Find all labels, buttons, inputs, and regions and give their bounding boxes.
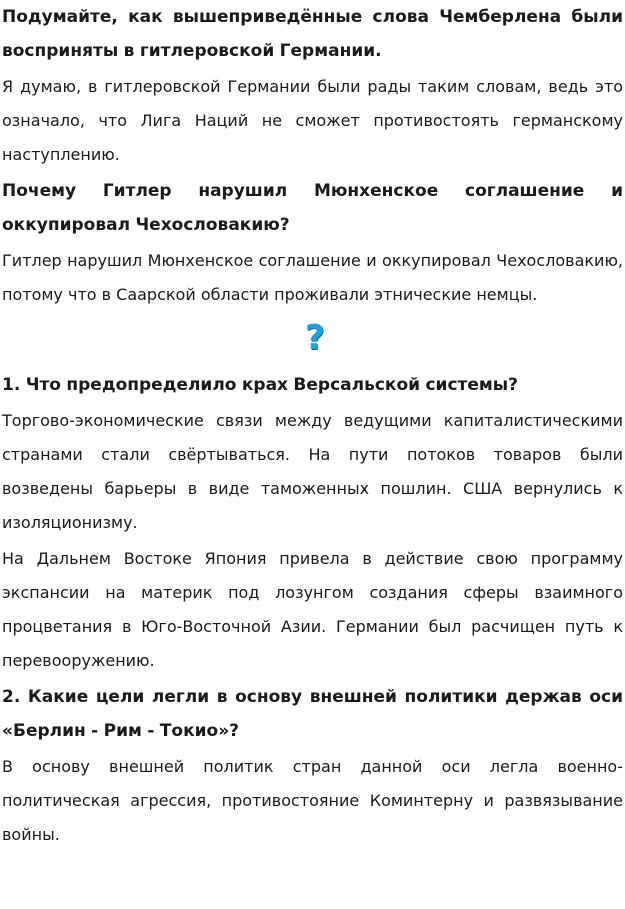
answer-versailles-p1: Торгово-экономические связи между ведущими капиталистическими странами стали свёртываться. На пути потоков товаров были возведены барьеры в виде таможенных пошлин. США вернулись к изоляционизму.	[2, 411, 623, 532]
answer-versailles-p2: На Дальнем Востоке Япония привела в действие свою программу экспансии на материк под лозунгом создания сферы взаимного процветания в Юго-Восточной Азии. Германии был расчищен путь к перевооружению.	[2, 549, 623, 670]
question-mark-icon: ?	[305, 318, 325, 358]
question-munich: Почему Гитлер нарушил Мюнхенское соглашение и оккупировал Чехословакию?	[2, 181, 623, 235]
answer-chamberlain: Я думаю, в гитлеровской Германии были рады таким словам, ведь это означало, что Лига Наций не сможет противостоять германскому наступлению.	[2, 77, 623, 164]
answer-axis: В основу внешней политик стран данной оси легла военно-политическая агрессия, противостояние Коминтерну и развязывание войны.	[2, 757, 623, 844]
question-chamberlain: Подумайте, как вышеприведённые слова Чемберлена были восприняты в гитлеровской Германии.	[2, 7, 623, 61]
section-divider	[2, 312, 623, 368]
question-versailles: 1. Что предопределило крах Версальской системы?	[2, 375, 519, 395]
answer-munich: Гитлер нарушил Мюнхенское соглашение и оккупировал Чехословакию, потому что в Саарской области проживали этнические немцы.	[2, 251, 623, 304]
question-axis: 2. Какие цели легли в основу внешней политики держав оси «Берлин - Рим - Токио»?	[2, 687, 623, 741]
